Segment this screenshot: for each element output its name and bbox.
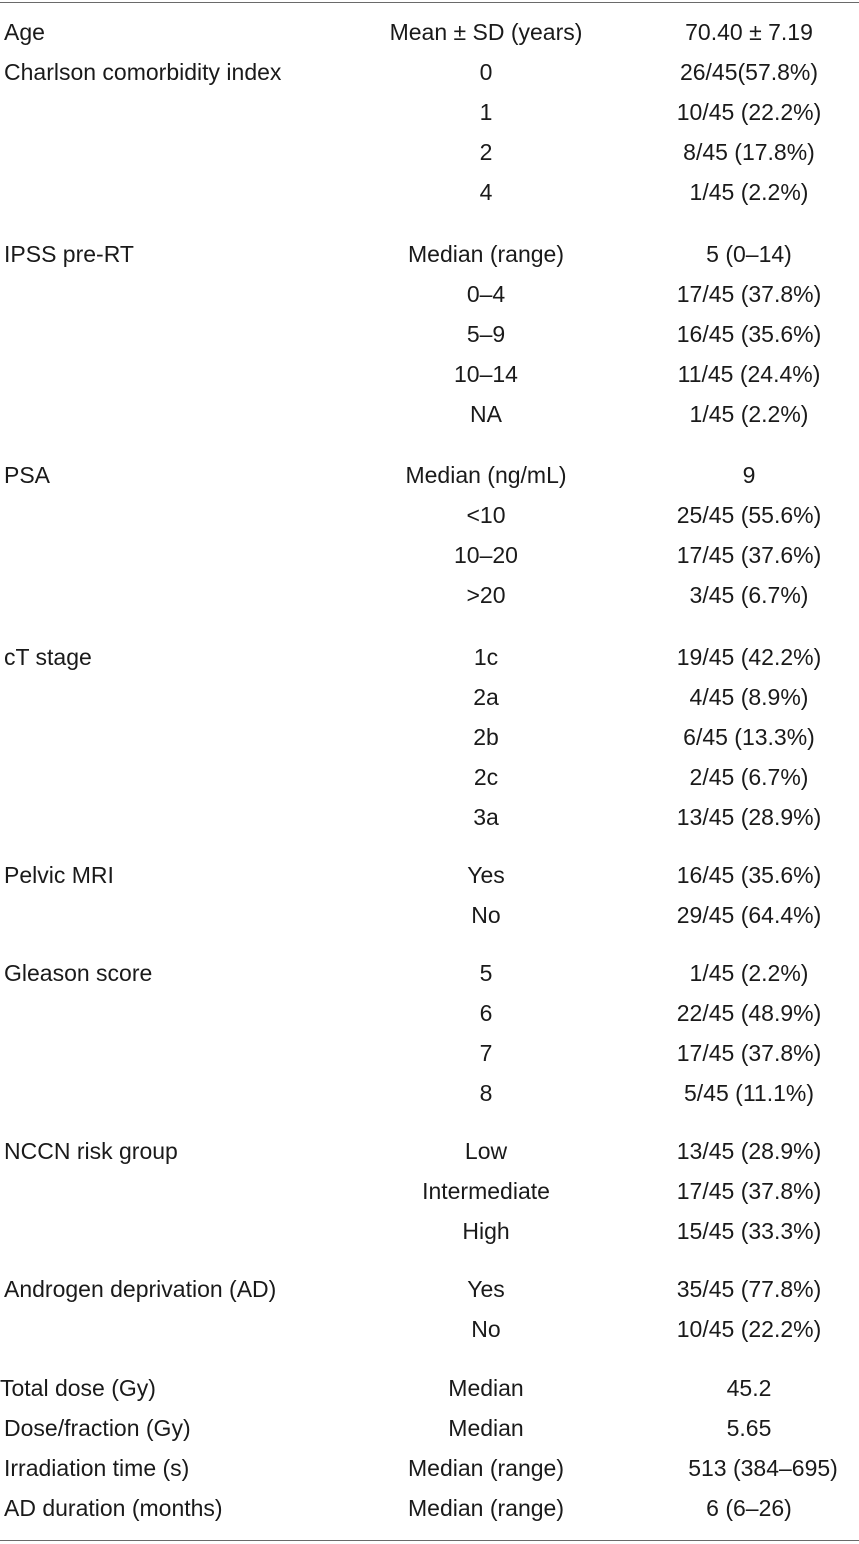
table-row (0, 1377, 859, 1417)
row-category: 4 (479, 179, 493, 205)
row-category: Median (range) (408, 1495, 564, 1521)
row-category: Intermediate (422, 1178, 550, 1204)
table-row (0, 1318, 859, 1358)
row-value: 13/45 (28.9%) (676, 804, 822, 830)
table-bottom-rule (0, 1540, 859, 1541)
row-category: NA (470, 401, 502, 427)
table-row (0, 21, 859, 61)
row-value: 22/45 (48.9%) (676, 1000, 822, 1026)
row-category: 2 (479, 139, 493, 165)
table-row (0, 403, 859, 443)
table-row (0, 646, 859, 686)
row-category: 0 (479, 59, 493, 85)
row-value: 19/45 (42.2%) (676, 644, 822, 670)
row-value: 1/45 (2.2%) (689, 179, 809, 205)
row-value: 35/45 (77.8%) (676, 1276, 822, 1302)
table-row (0, 1002, 859, 1042)
row-value: 1/45 (2.2%) (689, 401, 809, 427)
table-top-rule (0, 2, 859, 3)
row-label: Irradiation time (s) (4, 1455, 190, 1481)
row-value: 2/45 (6.7%) (689, 764, 809, 790)
row-value: 513 (384–695) (688, 1455, 838, 1481)
row-value: 26/45(57.8%) (679, 59, 819, 85)
row-value: 9 (742, 462, 756, 488)
row-category: 5 (479, 960, 493, 986)
row-label: Pelvic MRI (4, 862, 114, 888)
row-value: 3/45 (6.7%) (689, 582, 809, 608)
table-row (0, 1180, 859, 1220)
row-value: 10/45 (22.2%) (676, 99, 822, 125)
row-category: Low (464, 1138, 508, 1164)
row-category: 2b (473, 724, 499, 750)
row-value: 16/45 (35.6%) (676, 321, 822, 347)
table-row (0, 181, 859, 221)
row-category: 10–14 (454, 361, 518, 387)
row-value: 5 (0–14) (706, 241, 792, 267)
row-value: 8/45 (17.8%) (683, 139, 815, 165)
row-category: High (462, 1218, 510, 1244)
row-value: 17/45 (37.8%) (676, 281, 822, 307)
row-value: 1/45 (2.2%) (689, 960, 809, 986)
row-value: 6 (6–26) (706, 1495, 792, 1521)
row-label: Dose/fraction (Gy) (4, 1415, 191, 1441)
table-row (0, 766, 859, 806)
table-row (0, 1278, 859, 1318)
row-label: Charlson comorbidity index (4, 59, 282, 85)
row-category: No (471, 1316, 501, 1342)
table-row (0, 904, 859, 944)
table-row (0, 962, 859, 1002)
row-value: 13/45 (28.9%) (676, 1138, 822, 1164)
table-row (0, 101, 859, 141)
row-category: 7 (479, 1040, 493, 1066)
table-row (0, 1140, 859, 1180)
row-category: 8 (479, 1080, 493, 1106)
row-value: 11/45 (24.4%) (677, 361, 821, 387)
table-row (0, 584, 859, 624)
row-value: 29/45 (64.4%) (676, 902, 822, 928)
row-category: >20 (466, 582, 506, 608)
row-category: Median (range) (408, 1455, 564, 1481)
row-label: PSA (4, 462, 51, 488)
table-row (0, 141, 859, 181)
row-value: 70.40 ± 7.19 (685, 19, 813, 45)
row-category: 3a (473, 804, 499, 830)
table-row (0, 864, 859, 904)
row-category: 6 (479, 1000, 493, 1026)
row-value: 25/45 (55.6%) (676, 502, 822, 528)
table-row (0, 1220, 859, 1260)
row-value: 5/45 (11.1%) (684, 1080, 814, 1106)
row-label: Androgen deprivation (AD) (4, 1276, 277, 1302)
row-category: 2a (473, 684, 499, 710)
row-value: 16/45 (35.6%) (676, 862, 822, 888)
row-value: 17/45 (37.8%) (676, 1040, 822, 1066)
table-row (0, 464, 859, 504)
row-category: <10 (466, 502, 506, 528)
row-value: 6/45 (13.3%) (683, 724, 815, 750)
row-category: 10–20 (454, 542, 518, 568)
table-row (0, 504, 859, 544)
table-row (0, 1082, 859, 1122)
row-value: 5.65 (726, 1415, 772, 1441)
row-category: Median (448, 1415, 524, 1441)
row-category: 1c (473, 644, 499, 670)
table-row (0, 283, 859, 323)
row-label: IPSS pre-RT (4, 241, 134, 267)
table-row (0, 1457, 859, 1497)
row-value: 17/45 (37.6%) (676, 542, 822, 568)
table-row (0, 544, 859, 584)
row-label: Gleason score (4, 960, 153, 986)
table-row (0, 363, 859, 403)
row-value: 4/45 (8.9%) (689, 684, 809, 710)
row-category: Mean ± SD (years) (389, 19, 583, 45)
table-row (0, 806, 859, 846)
row-value: 17/45 (37.8%) (676, 1178, 822, 1204)
row-label: Age (4, 19, 45, 45)
row-category: Median (ng/mL) (405, 462, 567, 488)
table-row (0, 1497, 859, 1537)
row-value: 15/45 (33.3%) (676, 1218, 822, 1244)
row-category: 0–4 (466, 281, 506, 307)
row-value: 45.2 (726, 1375, 772, 1401)
row-label: NCCN risk group (4, 1138, 178, 1164)
row-category: Median (448, 1375, 524, 1401)
table-row (0, 323, 859, 363)
row-label: AD duration (months) (4, 1495, 223, 1521)
row-category: 1 (479, 99, 493, 125)
table-row (0, 726, 859, 766)
row-category: No (471, 902, 501, 928)
table-row (0, 243, 859, 283)
row-label: cT stage (4, 644, 92, 670)
row-category: 2c (473, 764, 499, 790)
row-category: Yes (467, 1276, 505, 1302)
table-row (0, 1417, 859, 1457)
table-row (0, 1042, 859, 1082)
row-category: 5–9 (466, 321, 506, 347)
row-label: Total dose (Gy) (0, 1375, 156, 1401)
row-category: Yes (467, 862, 505, 888)
table-row (0, 61, 859, 101)
row-category: Median (range) (408, 241, 564, 267)
table-row (0, 686, 859, 726)
row-value: 10/45 (22.2%) (676, 1316, 822, 1342)
